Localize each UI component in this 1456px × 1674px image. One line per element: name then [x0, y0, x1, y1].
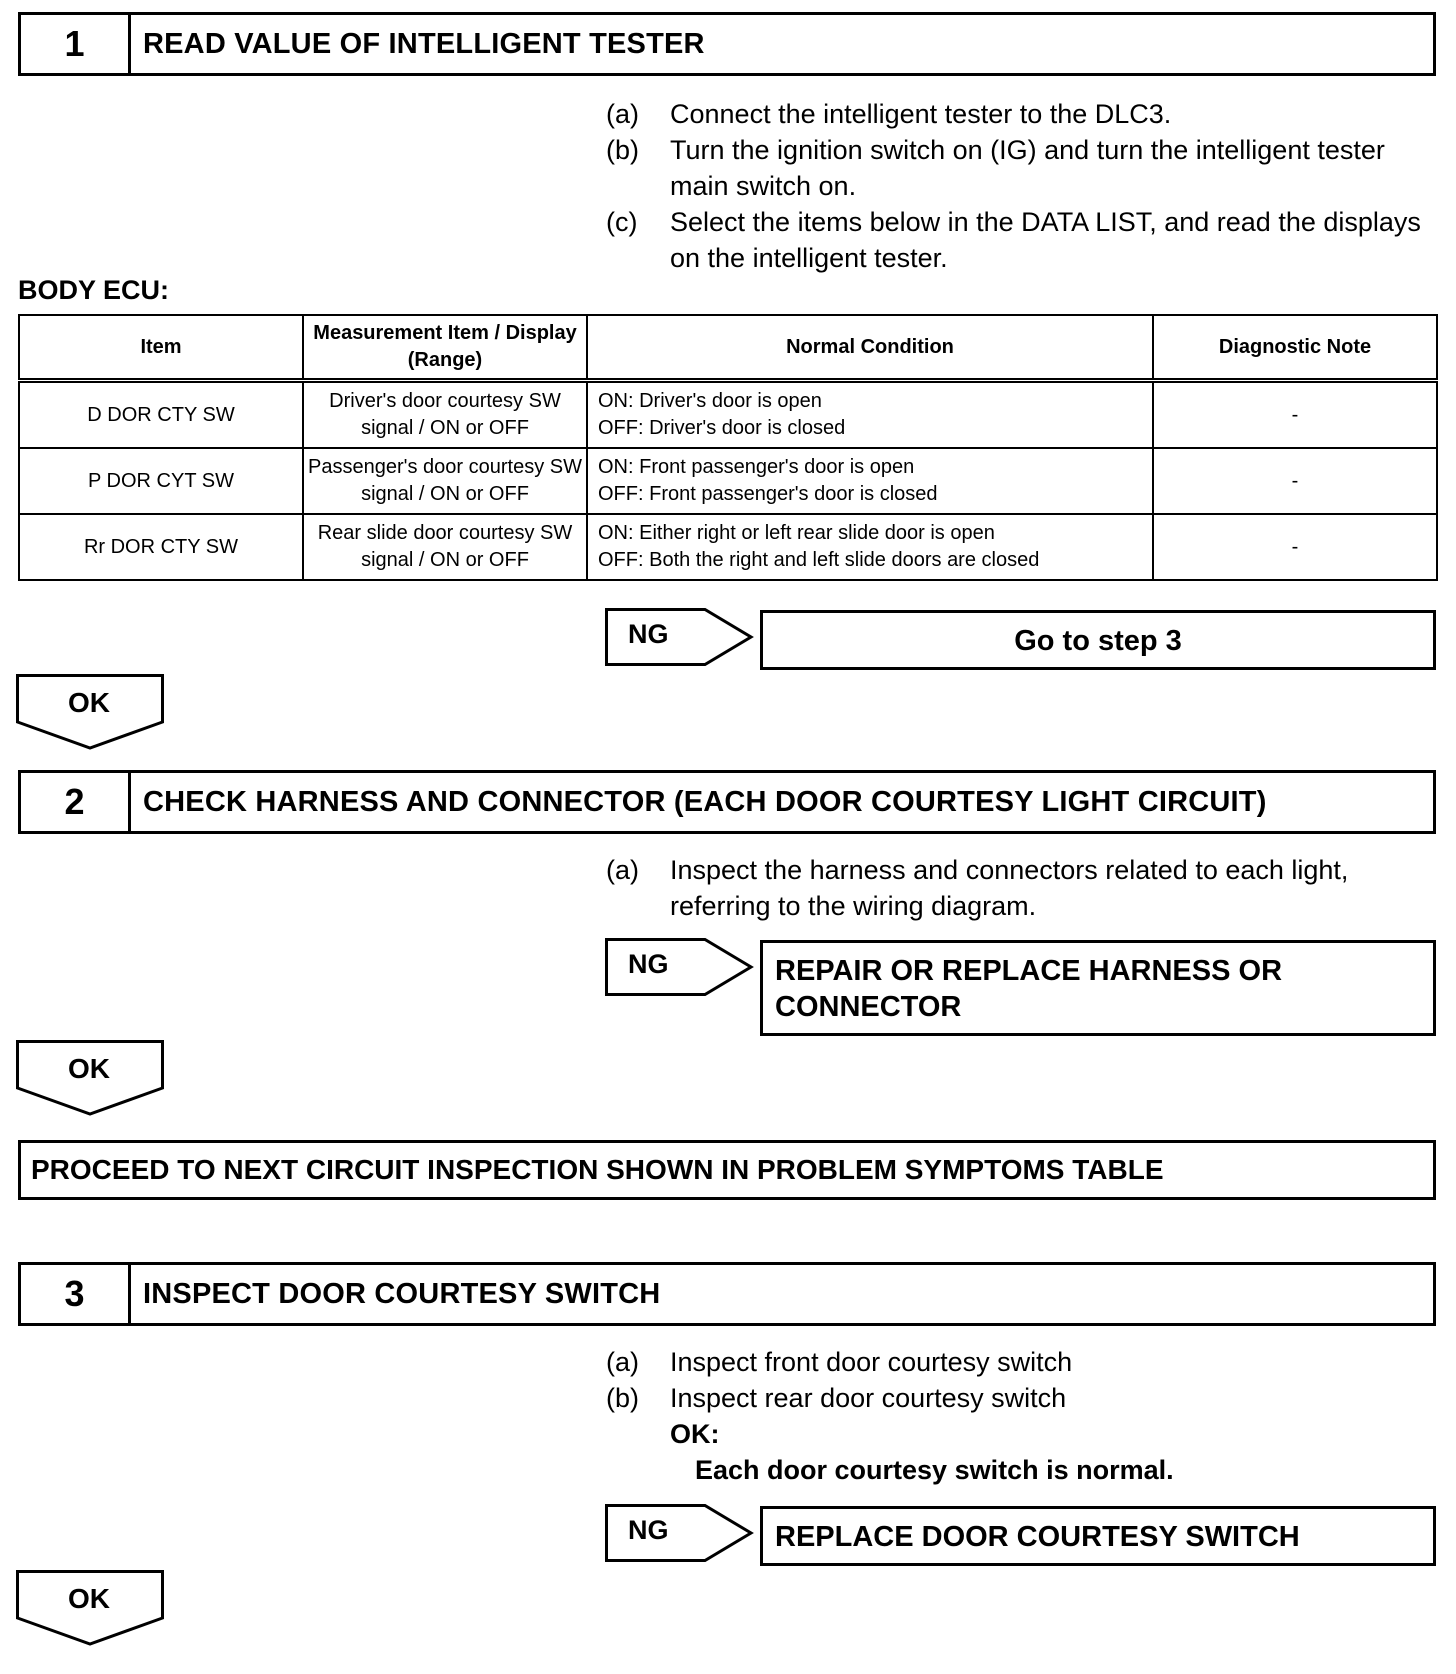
- column-header: Item: [19, 315, 303, 381]
- table-row: [19, 381, 1437, 449]
- ok-label: OK: [68, 1053, 110, 1084]
- proceed-box: PROCEED TO NEXT CIRCUIT INSPECTION SHOWN IN PROBLEM SYMPTOMS TABLE: [18, 1140, 1436, 1200]
- condition-cell: ON: Driver's door is open OFF: Driver's door is closed: [587, 381, 1153, 449]
- step-number: 1: [21, 15, 131, 73]
- data-list-table: [18, 314, 1438, 581]
- ng-result-text: REPLACE DOOR COURTESY SWITCH: [775, 1521, 1300, 1553]
- note-cell: -: [1153, 448, 1437, 514]
- step-2-header: [18, 770, 1436, 834]
- instruction-item: (a) Inspect front door courtesy switch: [606, 1347, 1073, 1377]
- ng-label: NG: [628, 1515, 669, 1545]
- ng-result-box: [760, 1506, 1436, 1566]
- measurement-cell: Driver's door courtesy SW signal / ON or OFF: [303, 381, 587, 449]
- column-header: Diagnostic Note: [1153, 315, 1437, 381]
- step-title: INSPECT DOOR COURTESY SWITCH: [143, 1277, 661, 1310]
- ok-label: OK: [68, 1583, 110, 1614]
- table-row: [19, 448, 1437, 514]
- step-3-header: [18, 1262, 1436, 1326]
- ok-heading: OK:: [670, 1419, 720, 1449]
- step-number: 2: [21, 773, 131, 831]
- instruction-item: (a) Connect the intelligent tester to the DLC3.: [606, 99, 1172, 129]
- ok-statement-row: [606, 1452, 1446, 1488]
- ng-result-box: [760, 610, 1436, 670]
- item-cell: P DOR CYT SW: [19, 448, 303, 514]
- step-title: READ VALUE OF INTELLIGENT TESTER: [143, 27, 705, 60]
- column-header: Normal Condition: [587, 315, 1153, 381]
- step-1-header: [18, 12, 1436, 76]
- ng-result-text: Go to step 3: [1014, 625, 1182, 657]
- ng-label: NG: [628, 949, 669, 979]
- note-cell: -: [1153, 514, 1437, 580]
- step-1-instructions: [606, 96, 1446, 276]
- table-row: [19, 514, 1437, 580]
- ok-statement: Each door courtesy switch is normal.: [695, 1455, 1174, 1485]
- table-label: BODY ECU:: [18, 275, 170, 305]
- step-number: 3: [21, 1265, 131, 1323]
- instruction-item: (c) Select the items below in the DATA LIST, and read the displays on the intelligent tester.: [606, 207, 1421, 273]
- measurement-cell: Passenger's door courtesy SW signal / ON or OFF: [303, 448, 587, 514]
- instruction-item: (b) Turn the ignition switch on (IG) and turn the intelligent tester main switch on.: [606, 135, 1385, 201]
- column-header: Measurement Item / Display (Range): [303, 315, 587, 381]
- ng-result-text: REPAIR OR REPLACE HARNESS OR: [775, 955, 1283, 987]
- table-header-row: [19, 315, 1437, 381]
- step-3-instructions: [606, 1344, 1446, 1488]
- instruction-item: (b) Inspect rear door courtesy switch: [606, 1383, 1067, 1413]
- measurement-cell: Rear slide door courtesy SW signal / ON or OFF: [303, 514, 587, 580]
- note-cell: -: [1153, 381, 1437, 449]
- ok-label: OK: [68, 687, 110, 718]
- condition-cell: ON: Front passenger's door is open OFF: Front passenger's door is closed: [587, 448, 1153, 514]
- ng-result-text: CONNECTOR: [775, 991, 962, 1023]
- instruction-item: (a) Inspect the harness and connectors related to each light, referring to the wiring diagram.: [606, 855, 1349, 921]
- condition-cell: ON: Either right or left rear slide door is open OFF: Both the right and left slide doors are closed: [587, 514, 1153, 580]
- step-title: CHECK HARNESS AND CONNECTOR (EACH DOOR COURTESY LIGHT CIRCUIT): [143, 785, 1267, 818]
- ok-heading-row: [606, 1416, 1446, 1452]
- ng-result-box: [760, 940, 1436, 1036]
- item-cell: Rr DOR CTY SW: [19, 514, 303, 580]
- ng-label: NG: [628, 619, 669, 649]
- item-cell: D DOR CTY SW: [19, 381, 303, 449]
- step-2-instructions: [606, 852, 1446, 924]
